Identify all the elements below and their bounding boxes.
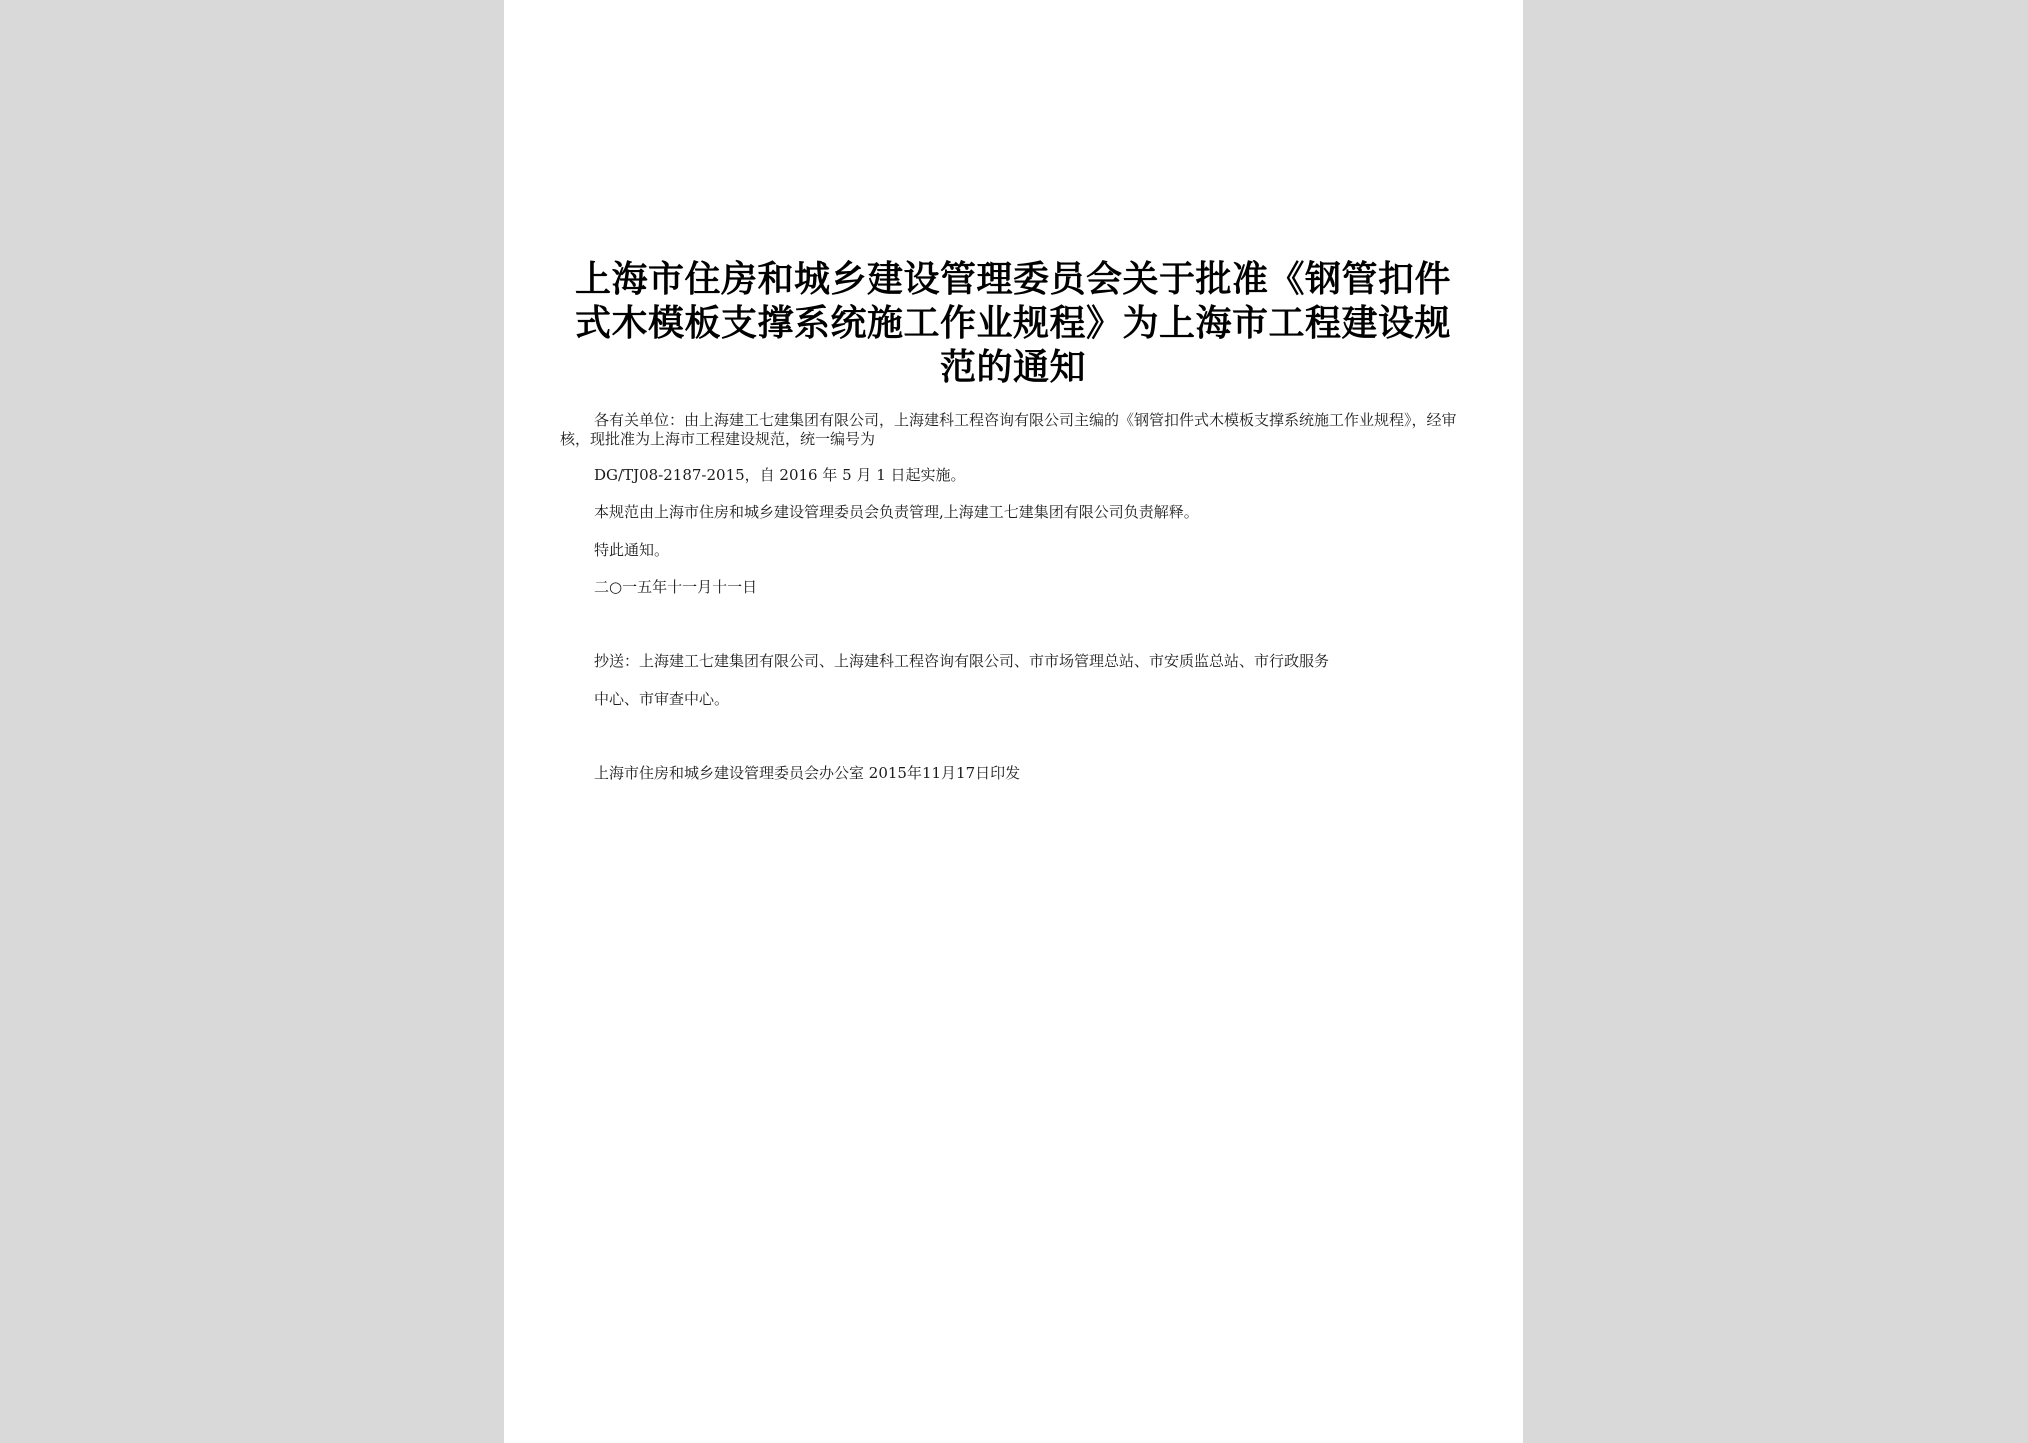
title-line-2: 式木模板支撑系统施工作业规程》为上海市工程建设规 [574, 303, 1451, 344]
standard-code-line: DG/TJ08-2187-2015，自 2016 年 5 月 1 日起实施。 [594, 466, 966, 484]
management-paragraph: 本规范由上海市住房和城乡建设管理委员会负责管理,上海建工七建集团有限公司负责解释。 [594, 503, 1199, 521]
cc-line-1: 抄送：上海建工七建集团有限公司、上海建科工程咨询有限公司、市市场管理总站、市安质监总站、市行政服务 [594, 652, 1330, 670]
intro-paragraph: 各有关单位：由上海建工七建集团有限公司，上海建科工程咨询有限公司主编的《钢管扣件式木模板支撑系统施工作业规程》，经审核，现批准为上海市工程建设规范，统一编号为 [560, 411, 1457, 448]
issuer-line: 上海市住房和城乡建设管理委员会办公室 2015年11月17日印发 [594, 764, 1021, 782]
cc-line-2: 中心、市审查中心。 [594, 690, 730, 708]
document-date: 二○一五年十一月十一日 [594, 578, 758, 596]
title-line-3: 范的通知 [939, 347, 1086, 388]
document-page [504, 0, 1523, 1443]
notice-line: 特此通知。 [594, 541, 670, 559]
title-line-1: 上海市住房和城乡建设管理委员会关于批准《钢管扣件 [574, 259, 1451, 300]
document-title [560, 258, 1466, 390]
